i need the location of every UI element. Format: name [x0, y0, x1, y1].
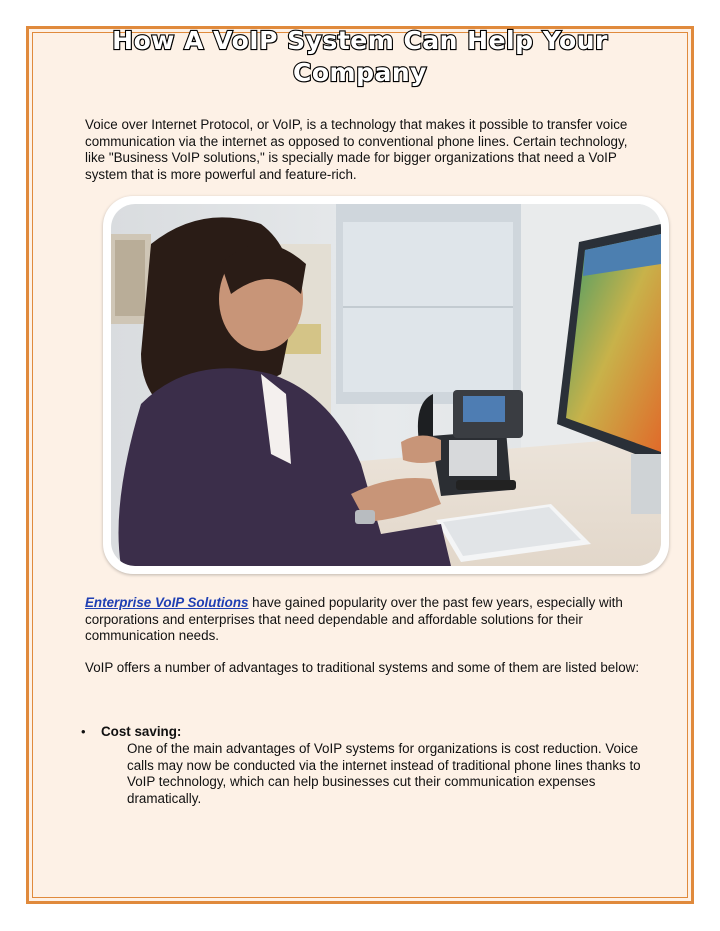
intro-paragraph: Voice over Internet Protocol, or VoIP, is a technology that makes it possible to transfer voice communication via the internet as opposed to conventional phone lines. Certain technology, like "Business VoIP solutions," is specially made for bigger organizations that need a VoIP system that is more powerful and feature-rich.	[85, 117, 628, 182]
list-item-title: Cost saving:	[101, 724, 182, 739]
title-line-1: How A VoIP System Can Help Your	[112, 26, 608, 55]
list-item-body: One of the main advantages of VoIP systems for organizations is cost reduction. Voice calls may now be conducted via the internet instead of traditional phone lines thanks to VoIP technology, which can help businesses cut their communication expenses dramatically.	[127, 741, 641, 806]
title-line-2: Company	[293, 58, 427, 87]
advantages-intro-paragraph: VoIP offers a number of advantages to traditional systems and some of them are listed below:	[85, 660, 640, 675]
enterprise-paragraph-text: have gained popularity over the past few years, especially with corporations and enterprises that need dependable and affordable solutions for their communication needs.	[85, 595, 623, 643]
enterprise-paragraph	[85, 595, 645, 645]
enterprise-voip-link[interactable]: Enterprise VoIP Solutions	[85, 595, 249, 610]
office-illustration	[111, 204, 661, 566]
bullet-icon: •	[81, 724, 86, 739]
document-title	[0, 25, 720, 89]
office-photo	[103, 196, 669, 574]
